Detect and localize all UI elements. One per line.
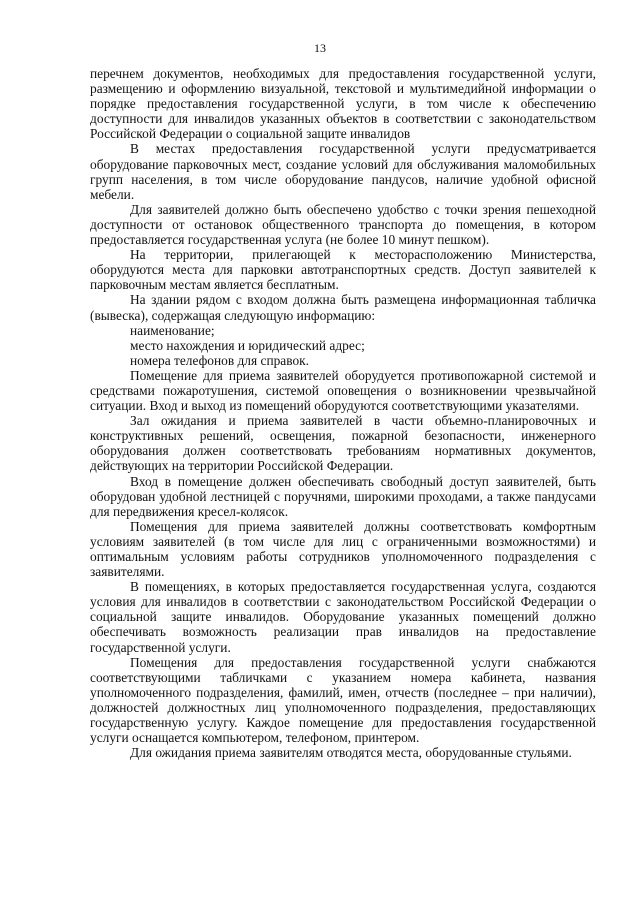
paragraph-documents-list: перечнем документов, необходимых для предоставления государственной услуги, размещению и оформлению визуальной, текстовой и мультимедийной информации о порядке предоставления государственной услуги, в том числе к обеспечению доступности для инвалидов указанных объектов в соответствии с законодательством Российской Федерации о социальной защите инвалидов [90, 66, 596, 142]
paragraph-parking-equipment: В местах предоставления государственной услуги предусматривается оборудование парковочных мест, создание условий для обслуживания маломобильных групп населения, в том числе оборудование пандусов, наличие удобной офисной мебели. [90, 141, 596, 202]
list-item-phones: номера телефонов для справок. [130, 352, 310, 368]
paragraph-fire-safety: Помещение для приема заявителей оборудуется противопожарной системой и средствами пожаротушения, системой оповещения о возникновении чрезвычайной ситуации. Вход и выход из помещений оборудуются соответствующими указателями. [90, 367, 596, 414]
paragraph-waiting-seats: Для ожидания приема заявителям отводятся места, оборудованные стульями. [130, 745, 572, 761]
paragraph-entrance: Вход в помещение должен обеспечивать свободный доступ заявителей, быть оборудован удобной лестницей с поручнями, широкими проходами, а также пандусами для передвижения кресел-колясок. [90, 473, 596, 519]
paragraph-pedestrian-access: Для заявителей должно быть обеспечено удобство с точки зрения пешеходной доступности от остановок общественного транспорта до помещения, в котором предоставляется государственная услуга (не более 10 минут пешком). [90, 201, 596, 248]
list-item-name: наименование; [130, 322, 215, 338]
paragraph-disabled-conditions: В помещениях, в которых предоставляется государственная услуга, создаются условия для инвалидов в соответствии с законодательством Российской Федерации о социальной защите инвалидов. Оборудование указанных помещений должно обеспечивать возможность реализации прав инвалидов на предоставление государственной услуги. [90, 579, 596, 655]
paragraph-comfort-conditions: Помещения для приема заявителей должны соответствовать комфортным условиям заявителей (в том числе для лиц с ограниченными возможностями) и оптимальным условиям работы сотрудников уполномоченного подразделения с заявителями. [90, 518, 596, 580]
page-number: 13 [314, 41, 326, 55]
body-text [90, 66, 596, 760]
paragraph-signage-equipment: Помещения для предоставления государственной услуги снабжаются соответствующими табличками с указанием номера кабинета, названия уполномоченного подразделения, фамилий, имен, отчеств (последнее – при наличии), должностей должностных лиц уполномоченного подразделения, предоставляющих государственную услугу. Каждое помещение для предоставления государственной услуги оснащается компьютером, телефоном, принтером. [90, 654, 596, 746]
paragraph-waiting-hall: Зал ожидания и приема заявителей в части объемно-планировочных и конструктивных решений, освещения, пожарной безопасности, инженерного оборудования должен соответствовать требованиям нормативных документов, действующих на территории Российской Федерации. [90, 413, 596, 474]
list-item-address: место нахождения и юридический адрес; [130, 337, 365, 353]
paragraph-ministry-parking: На территории, прилегающей к месторасположению Министерства, оборудуются места для парковки автотранспортных средств. Доступ заявителей к парковочным местам является бесплатным. [90, 247, 596, 293]
paragraph-signboard: На здании рядом с входом должна быть размещена информационная табличка (вывеска), содержащая следующую информацию: [90, 292, 596, 323]
